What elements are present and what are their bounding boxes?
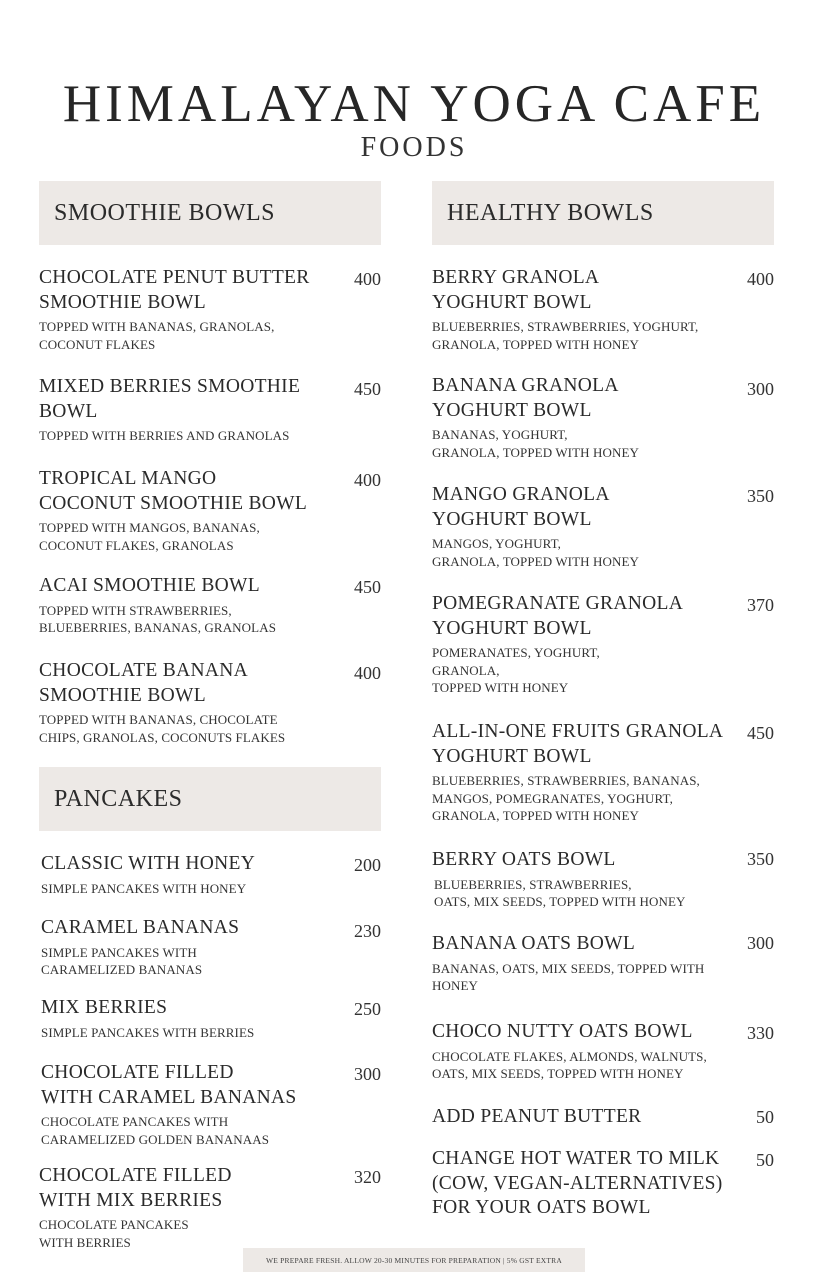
item-name: CHOCOLATE PENUT BUTTER SMOOTHIE BOWL — [39, 267, 310, 313]
item-name: ACAI SMOOTHIE BOWL — [39, 575, 260, 596]
section-heading-smoothie-bowls: SMOOTHIE BOWLS — [39, 181, 381, 245]
item-price: 400 — [354, 269, 381, 289]
item-price: 300 — [747, 379, 774, 399]
item-price: 320 — [354, 1167, 381, 1187]
item-price: 350 — [747, 849, 774, 869]
item-description: CHOCOLATE FLAKES, ALMONDS, WALNUTS, OATS, MIX SEEDS, TOPPED WITH HONEY — [432, 1048, 707, 1081]
item-price: 400 — [354, 663, 381, 683]
item-name: BANANA OATS BOWL — [432, 933, 636, 954]
menu-item — [41, 852, 341, 897]
item-price: 350 — [747, 486, 774, 506]
item-price: 300 — [747, 933, 774, 953]
menu-item — [432, 720, 732, 825]
item-name: BERRY GRANOLA YOGHURT BOWL — [432, 267, 600, 313]
item-name: CHOCOLATE FILLED WITH MIX BERRIES — [39, 1165, 232, 1211]
item-name: ADD PEANUT BUTTER — [432, 1106, 642, 1127]
menu-item — [39, 659, 344, 746]
item-price: 450 — [354, 379, 381, 399]
item-description: BANANAS, OATS, MIX SEEDS, TOPPED WITH HONEY — [432, 960, 705, 993]
item-description: SIMPLE PANCAKES WITH HONEY — [41, 880, 247, 896]
item-price: 450 — [354, 577, 381, 597]
item-price: 50 — [756, 1107, 774, 1127]
item-description: TOPPED WITH BANANAS, CHOCOLATE CHIPS, GRANOLAS, COCONUTS FLAKES — [39, 712, 286, 745]
page-title: HIMALAYAN YOGA CAFE — [62, 75, 766, 133]
item-description: CHOCOLATE PANCAKES WITH BERRIES — [39, 1217, 189, 1250]
menu-item — [39, 467, 344, 554]
menu-item — [41, 916, 341, 979]
item-price: 330 — [747, 1023, 774, 1043]
item-price: 200 — [354, 855, 381, 875]
item-description: TOPPED WITH STRAWBERRIES, BLUEBERRIES, BANANAS, GRANOLAS — [39, 602, 277, 635]
item-description: BLUEBERRIES, STRAWBERRIES, BANANAS, MANGOS, POMEGRANATES, YOGHURT, GRANOLA, TOPPED WITH HONEY — [432, 773, 700, 823]
item-name: MIX BERRIES — [41, 997, 168, 1018]
item-description: SIMPLE PANCAKES WITH CARAMELIZED BANANAS — [41, 944, 203, 977]
section-heading-pancakes: PANCAKES — [39, 767, 381, 831]
item-name: CHOCO NUTTY OATS BOWL — [432, 1021, 693, 1042]
item-name: CHOCOLATE FILLED WITH CARAMEL BANANAS — [41, 1062, 297, 1108]
menu-item — [432, 592, 732, 697]
item-price: 370 — [747, 595, 774, 615]
item-price: 400 — [747, 269, 774, 289]
menu-item — [39, 375, 344, 445]
item-name: CARAMEL BANANAS — [41, 917, 240, 938]
section-heading-healthy-bowls: HEALTHY BOWLS — [432, 181, 774, 245]
menu-item — [41, 1061, 341, 1148]
menu-item — [39, 574, 344, 637]
item-name: POMEGRANATE GRANOLA YOGHURT BOWL — [432, 593, 684, 639]
item-description: TOPPED WITH BERRIES AND GRANOLAS — [39, 428, 290, 443]
item-name: CHOCOLATE BANANA SMOOTHIE BOWL — [39, 660, 249, 706]
menu-item — [432, 1147, 742, 1221]
menu-item — [432, 932, 732, 995]
item-name: CHANGE HOT WATER TO MILK (COW, VEGAN-ALTERNATIVES) FOR YOUR OATS BOWL — [432, 1148, 723, 1218]
menu-item — [432, 1105, 732, 1130]
item-description: BLUEBERRIES, STRAWBERRIES, YOGHURT, GRANOLA, TOPPED WITH HONEY — [432, 319, 699, 352]
item-name: BERRY OATS BOWL — [432, 849, 616, 870]
item-name: TROPICAL MANGO COCONUT SMOOTHIE BOWL — [39, 468, 308, 514]
item-name: CLASSIC WITH HONEY — [41, 853, 256, 874]
item-description: CHOCOLATE PANCAKES WITH CARAMELIZED GOLDEN BANANAAS — [41, 1114, 270, 1147]
menu-item — [432, 266, 732, 353]
item-description: TOPPED WITH BANANAS, GRANOLAS, COCONUT FLAKES — [39, 319, 275, 352]
item-price: 230 — [354, 921, 381, 941]
menu-item — [432, 848, 732, 911]
page-subtitle: FOODS — [360, 132, 468, 163]
item-description: BANANAS, YOGHURT, GRANOLA, TOPPED WITH HONEY — [432, 427, 639, 460]
menu-item — [39, 266, 344, 353]
item-price: 250 — [354, 999, 381, 1019]
item-name: MIXED BERRIES SMOOTHIE BOWL — [39, 376, 301, 422]
item-description: MANGOS, YOGHURT, GRANOLA, TOPPED WITH HONEY — [432, 536, 639, 569]
item-price: 50 — [756, 1150, 774, 1170]
footer-note: WE PREPARE FRESH. ALLOW 20-30 MINUTES FOR PREPARATION | 5% GST EXTRA — [243, 1248, 585, 1272]
item-name: MANGO GRANOLA YOGHURT BOWL — [432, 484, 610, 530]
menu-item — [432, 1020, 732, 1083]
item-price: 300 — [354, 1064, 381, 1084]
item-name: BANANA GRANOLA YOGHURT BOWL — [432, 375, 619, 421]
item-description: POMERANATES, YOGHURT, GRANOLA, TOPPED WITH HONEY — [432, 645, 600, 695]
menu-item — [432, 374, 732, 461]
item-description: SIMPLE PANCAKES WITH BERRIES — [41, 1024, 255, 1040]
menu-item — [41, 996, 341, 1041]
item-description: BLUEBERRIES, STRAWBERRIES, OATS, MIX SEEDS, TOPPED WITH HONEY — [434, 876, 686, 909]
item-price: 400 — [354, 470, 381, 490]
menu-item — [432, 483, 732, 570]
item-name: ALL-IN-ONE FRUITS GRANOLA YOGHURT BOWL — [432, 721, 724, 767]
menu-item — [39, 1164, 339, 1251]
item-price: 450 — [747, 723, 774, 743]
item-description: TOPPED WITH MANGOS, BANANAS, COCONUT FLAKES, GRANOLAS — [39, 520, 260, 553]
